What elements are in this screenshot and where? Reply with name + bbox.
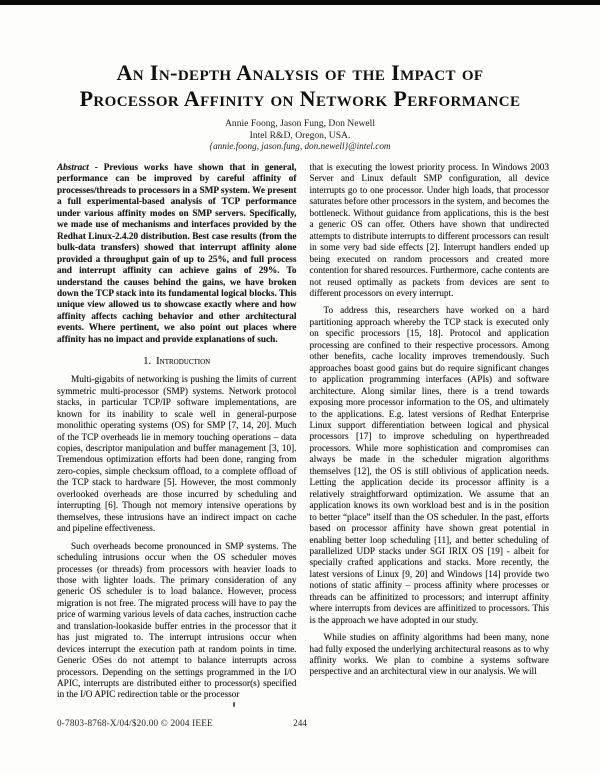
title-block [0,60,600,153]
email-line: {annie.foong, jason.fung, don.newell}@intel.com [209,141,391,151]
scan-speck-artifact [233,702,235,707]
abstract-text: Previous works have shown that in general, performance can be improved by careful affinity of processes/threads to processors in a SMP system. We present a full experimental-based analysis of TCP performance under various affinity modes on SMP servers. Specifically, we made use of mechanisms and interfaces provided by the Redhat Linux-2.4.20 distribution. Best case results (from the bulk-data transfers) showed that interrupt affinity alone provided a throughput gain of up to 25%, and full process and interrupt affinity can achieve gains of 29%. To understand the causes behind the gains, we have broken down the TCP stack into its fundamental logical blocks. This unique view allowed us to showcase exactly where and how affinity affects caching behavior and other architectural events. Where pertinent, we also point out places where affinity has no impact and provide explanations of such. [57,163,297,345]
abstract-separator: - [88,163,104,173]
abstract-label: Abstract [57,163,89,173]
paper-title [0,60,600,112]
paper-title-line-1: An In-depth Analysis of the Impact of [116,60,484,85]
intro-paragraph-2-continued: that is executing the lowest priority process. In Windows 2003 Server and Linux default SMP configuration, all device interrupts go to one processor. Under high loads, that processor saturates before other processors in the system, and becomes the bottleneck. Without guidance from applications, this is the best a generic OS can offer. Others have shown that undirected attempts to distribute interrupts to different processors can result in some very bad side effects [2]. Interrupt handlers ended up being executed on random processors and created more contention for shared resources. Furthermore, cache contents are not reused optimally as packets from devices are sent to different processors on every interrupt. [309,163,549,299]
section-heading-number: 1. [143,356,152,368]
two-column-body [57,163,549,702]
section-heading-title: Introduction [156,356,211,368]
intro-paragraph-1: Multi-gigabits of networking is pushing the limits of current symmetric multi-processor (SMP) systems. Network protocol stacks, in particular TCP/IP software implementations, are known for its inability to scale well in general-purpose monolithic operating systems (OS) for SMP [7, 14, 20]. Much of the TCP overheads lie in memory touching operations – data copies, descriptor manipulation and buffer management [3, 10]. Tremendous optimization efforts had been done, ranging from zero-copies, simple checksum offload, to a complete offload of the TCP stack to hardware [5]. However, the most commonly overlooked overheads are those incurred by scheduling and interrupting [6]. Though not memory intensive operations by themselves, these intrusions have an indirect impact on cache and pipeline effectiveness. [57,375,297,535]
abstract-paragraph [57,163,297,346]
authors-line: Annie Foong, Jason Fung, Don Newell [224,118,376,129]
page-number: 244 [293,718,307,728]
copyright-line: 0-7803-8768-X/04/$20.00 © 2004 IEEE [57,718,213,728]
left-column [57,163,297,702]
intro-paragraph-3: To address this, researchers have worked on a hard partitioning approach whereby the TCP stack is executed only on specific processors [15, 18]. Protocol and application processing are confined to their respective processors. Among other benefits, cache locality improves tremendously. Such approaches boast good gains but do require significant changes to application programming interfaces (APIs) and software architecture. Along similar lines, there is a trend towards exposing more processor information to the OS, and ultimately to the applications. E.g. latest versions of Redhat Enterprise Linux support differentiation between logical and physical processors [17] to improve scheduling on hyperthreaded processors. While more sophistication and compromises can always be made in the scheduler migration algorithms themselves [12], the OS is still oblivious of application needs. Letting the application decide its processor affinity is a relatively straightforward optimization. We assume that an application knows its own workload best and is in the position to better “place” itself than the OS scheduler. In the past, efforts based on processor affinity have shown great potential in enabling better loop scheduling [11], and better scheduling of parallelized UDP stacks under SGI IRIX OS [19] - albeit for specially crafted applications and stacks. More recently, the latest versions of Linux [9, 20] and Windows [14] provide two notions of static affinity – process affinity where processes or threads can be affinitized to processors; and interrupt affinity where interrupts from devices are affinitized to processors. This is the approach we have adopted in our study. [309,306,549,626]
intro-paragraph-4: While studies on affinity algorithms had been many, none had fully exposed the underlying architectural reasons as to why affinity works. We plan to combine a systems software perspective and an architectural view in our analysis. We will [309,633,549,678]
section-heading-introduction [57,356,297,367]
right-column [310,163,550,702]
paper-title-line-2: Processor Affinity on Network Performance [79,86,521,111]
intro-paragraph-2: Such overheads become pronounced in SMP systems. The scheduling intrusions occur when the OS scheduler moves processes (or threads) from processors with heavier loads to those with lighter loads. The primary consideration of any generic OS scheduler is to load balance. However, process migration is not free. The migrated process will have to pay the price of warming various levels of data caches, instruction cache and translation-lookaside buffer entries in the processor that it has just migrated to. The interrupt intrusions occur when devices interrupt the execution path at random points in time. Generic OSes do not attempt to balance interrupts across processors. Depending on the settings programmed in the I/O APIC, interrupts are distributed either to processor(s) specified in the I/O APIC redirection table or the processor [57,541,297,701]
scan-artifact-top-bar [0,0,600,5]
affiliation-line: Intel R&D, Oregon, USA. [249,129,351,141]
